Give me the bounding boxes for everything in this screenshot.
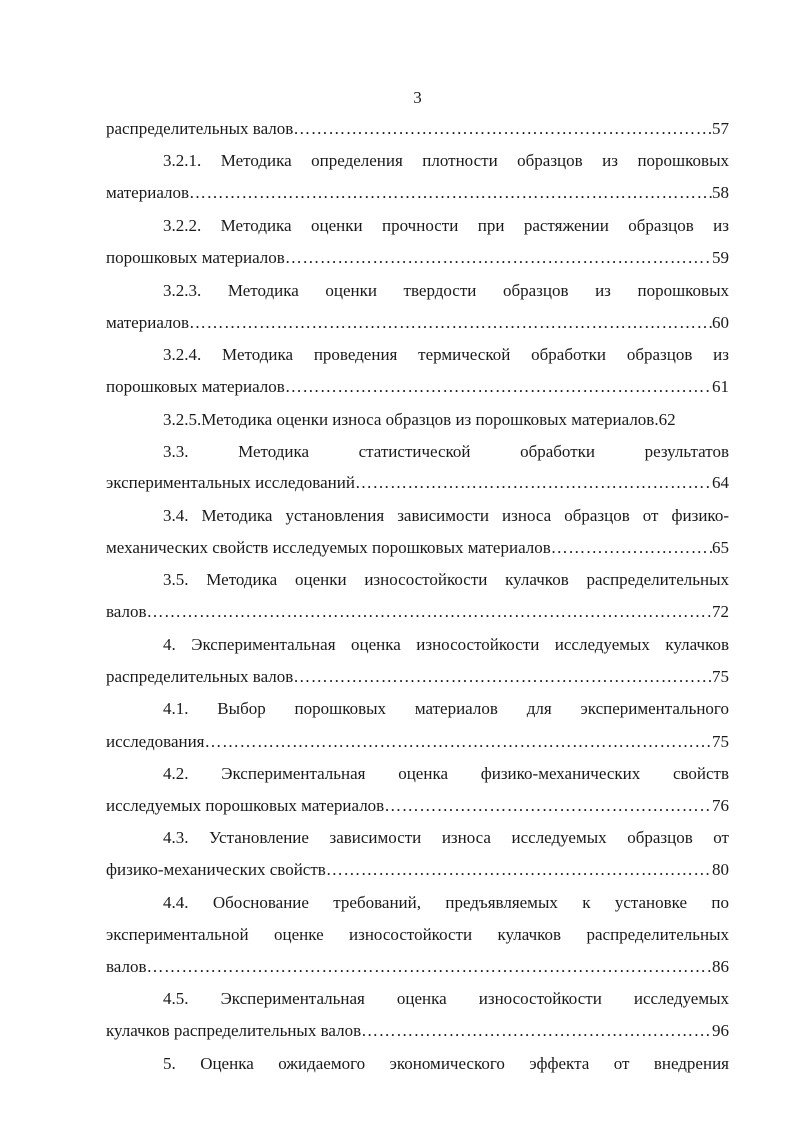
toc-entry-line <box>106 182 729 204</box>
toc-page-ref: 86 <box>712 957 729 976</box>
toc-entry-line: 4. Экспериментальная оценка износостойкости исследуемых кулачков <box>163 635 729 654</box>
toc-page-ref: 61 <box>712 377 729 396</box>
toc-entry-line: 5. Оценка ожидаемого экономического эффекта от внедрения <box>163 1054 729 1073</box>
toc-page-ref: 75 <box>712 667 729 686</box>
toc-entry-line: 3.2.5.Методика оценки износа образцов из порошковых материалов.62 <box>163 410 676 429</box>
toc-entry-line <box>106 956 729 978</box>
toc-entry-line: 4.4. Обоснование требований, предъявляемых к установке по <box>163 893 729 912</box>
toc-entry-text: порошковых материалов <box>106 377 285 396</box>
page-number: 3 <box>413 88 422 107</box>
toc-entry-line <box>106 118 729 140</box>
toc-entry-line: 3.2.3. Методика оценки твердости образцов из порошковых <box>163 281 729 300</box>
toc-entry-line <box>106 247 729 269</box>
toc-entry-line <box>106 795 729 817</box>
toc-entry-line <box>106 376 729 398</box>
toc-page-ref: 65 <box>712 538 729 557</box>
toc-entry-line: 3.3. Методика статистической обработки результатов <box>163 442 729 461</box>
toc-page-ref: 96 <box>712 1021 729 1040</box>
toc-entry-text: порошковых материалов <box>106 248 285 267</box>
toc-entry-line: 3.2.4. Методика проведения термической обработки образцов из <box>163 345 729 364</box>
toc-entry-line: 3.5. Методика оценки износостойкости кулачков распределительных <box>163 570 729 589</box>
toc-entry-text: распределительных валов <box>106 667 294 686</box>
toc-entry-line: 4.2. Экспериментальная оценка физико-механических свойств <box>163 764 729 783</box>
toc-entry-line <box>106 601 729 623</box>
toc-entry-line <box>106 859 729 881</box>
toc-page-ref: 80 <box>712 860 729 879</box>
toc-entry-text: распределительных валов <box>106 119 294 138</box>
toc-entry-line: экспериментальной оценке износостойкости кулачков распределительных <box>106 925 729 944</box>
toc-entry-line: 3.4. Методика установления зависимости износа образцов от физико- <box>163 506 729 525</box>
toc-entry-line <box>106 537 729 559</box>
toc-entry-text: механических свойств исследуемых порошковых материалов <box>106 538 551 557</box>
toc-entry-line: 4.1. Выбор порошковых материалов для экспериментального <box>163 699 729 718</box>
toc-entry-text: материалов <box>106 183 190 202</box>
toc-entry-line <box>106 666 729 688</box>
toc-entry-line <box>106 731 729 753</box>
toc-page-ref: 72 <box>712 602 729 621</box>
toc-entry-text: экспериментальных исследований <box>106 473 355 492</box>
toc-entry-text: кулачков распределительных валов <box>106 1021 362 1040</box>
toc-entry-text: исследуемых порошковых материалов <box>106 796 385 815</box>
toc-entry-text: валов <box>106 957 147 976</box>
toc-entry-text: материалов <box>106 313 190 332</box>
toc-entry-line <box>106 312 729 334</box>
toc-page-ref: 64 <box>712 473 729 492</box>
toc-page-ref: 59 <box>712 248 729 267</box>
toc-entry-line <box>106 1020 729 1042</box>
toc-entry-line: 3.2.2. Методика оценки прочности при растяжении образцов из <box>163 216 729 235</box>
toc-page-ref: 76 <box>712 796 729 815</box>
toc-page-ref: 58 <box>712 183 729 202</box>
toc-entry-line: 4.5. Экспериментальная оценка износостойкости исследуемых <box>163 989 729 1008</box>
toc-entry-line: 4.3. Установление зависимости износа исследуемых образцов от <box>163 828 729 847</box>
toc-entry-text: валов <box>106 602 147 621</box>
toc-page-ref: 60 <box>712 313 729 332</box>
toc-entry-line: 3.2.1. Методика определения плотности образцов из порошковых <box>163 151 729 170</box>
toc-page-ref: 57 <box>712 119 729 138</box>
toc-page-ref: 75 <box>712 732 729 751</box>
toc-entry-line <box>106 472 729 494</box>
toc-entry-text: исследования <box>106 732 205 751</box>
toc-entry-text: физико-механических свойств <box>106 860 326 879</box>
